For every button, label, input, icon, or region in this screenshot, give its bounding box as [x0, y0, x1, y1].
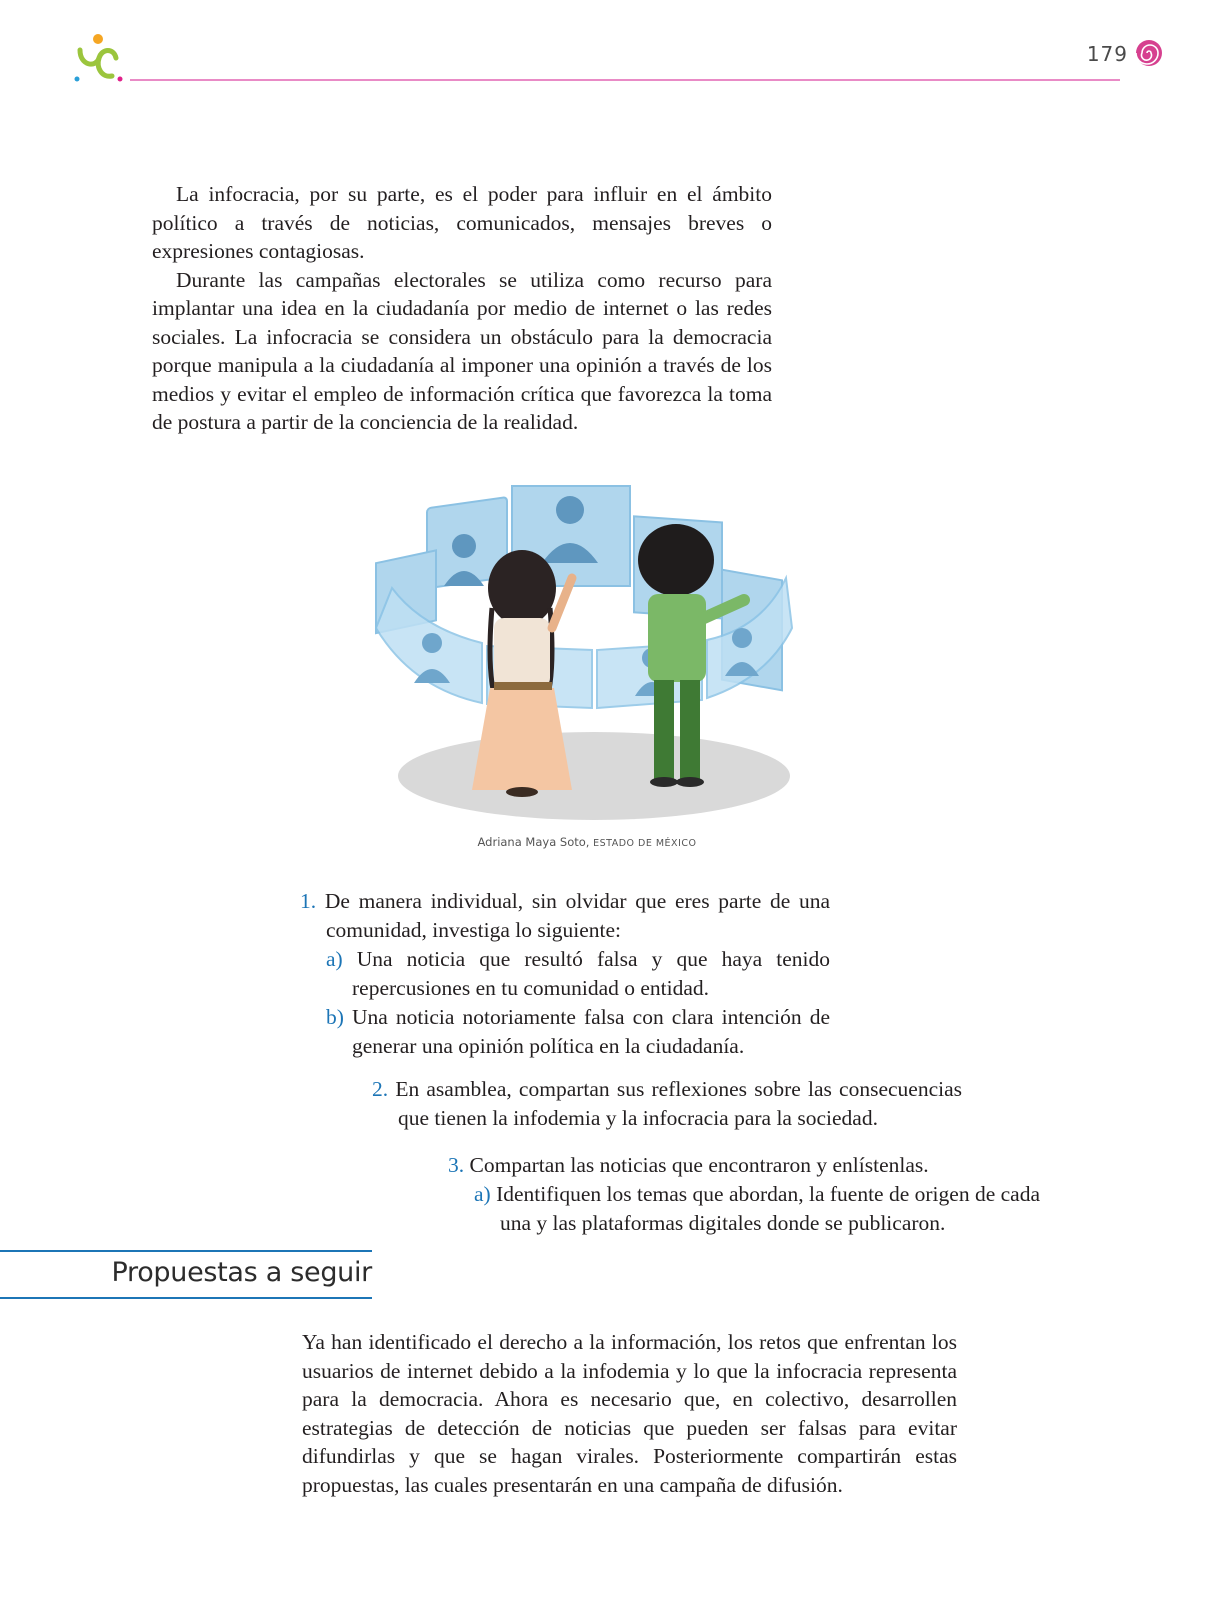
section-title: Propuestas a seguir	[111, 1257, 372, 1288]
activity-number: 1.	[300, 889, 317, 913]
children-with-screens-illustration	[372, 468, 802, 838]
illustration-caption	[372, 835, 802, 849]
subitem-text: Identifiquen los temas que abordan, la fuente de origen de cada una y las plataformas digitales donde se publicaron.	[496, 1182, 1041, 1235]
activity-number: 3.	[448, 1153, 465, 1177]
spiral-ornament-icon	[1134, 38, 1164, 68]
activity-3	[448, 1151, 1040, 1238]
activity-item	[448, 1151, 1040, 1180]
activity-text: De manera individual, sin olvidar que eres parte de una comunidad, investiga lo siguiente:	[324, 889, 830, 942]
activity-subitem	[300, 945, 830, 1003]
paragraph: La infocracia, por su parte, es el poder para influir en el ámbito político a través de noticias, comunicados, mensajes breves o expresiones contagiosas.	[152, 182, 772, 263]
intro-text	[152, 180, 772, 437]
activity-item	[300, 887, 830, 945]
activity-text: Compartan las noticias que encontraron y enlístenlas.	[469, 1153, 929, 1177]
activity-subitem	[448, 1180, 1040, 1238]
activity-number: 2.	[372, 1077, 389, 1101]
caption-place: ESTADO DE MÉXICO	[593, 838, 697, 849]
subitem-letter: b)	[326, 1005, 344, 1029]
header-rule	[130, 79, 1120, 81]
subitem-letter: a)	[474, 1182, 491, 1206]
caption-author: Adriana Maya Soto,	[477, 835, 594, 849]
activity-2	[372, 1075, 962, 1133]
activity-item	[372, 1075, 962, 1133]
closing-text	[302, 1328, 957, 1499]
paragraph: Ya han identificado el derecho a la información, los retos que enfrentan los usuarios de internet debido a la infodemia y lo que la infocracia representa para la democracia. Ahora es necesario que, en colectivo, desarrollen estrategias de detección de noticias que pueden ser falsas para evitar difundirlas y que se hagan virales. Posteriormente compartirán estas propuestas, las cuales presentarán en una campaña de difusión.	[302, 1330, 957, 1497]
page-number: 179	[1086, 42, 1128, 66]
activity-subitem	[300, 1003, 830, 1061]
activity-1	[300, 887, 830, 1061]
subitem-text: Una noticia que resultó falsa y que haya tenido repercusiones en tu comunidad o entidad.	[352, 947, 830, 1000]
section-top-rule	[0, 1250, 372, 1252]
subitem-text: Una noticia notoriamente falsa con clara intención de generar una opinión política en la ciudadanía.	[352, 1005, 830, 1058]
activity-text: En asamblea, compartan sus reflexiones sobre las consecuencias que tienen la infodemia y la infocracia para la sociedad.	[395, 1077, 962, 1130]
book-logo-icon	[72, 32, 128, 88]
paragraph: Durante las campañas electorales se utiliza como recurso para implantar una idea en la ciudadanía por medio de internet o las redes sociales. La infocracia se considera un obstáculo para la democracia porque manipula a la ciudadanía al imponer una opinión a través de los medios y evitar el empleo de información crítica que favorezca la toma de postura a partir de la conciencia de la realidad.	[152, 267, 772, 434]
section-bottom-rule	[0, 1297, 372, 1299]
subitem-letter: a)	[326, 947, 343, 971]
